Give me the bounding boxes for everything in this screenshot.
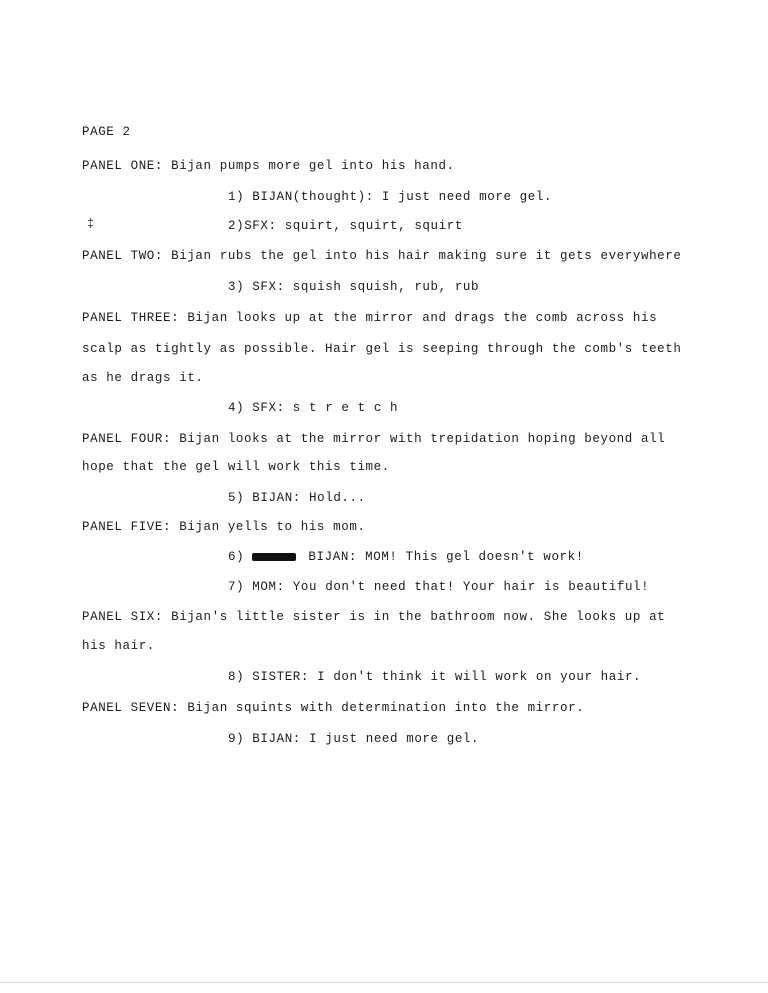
panel-three-description-line-1: PANEL THREE: Bijan looks up at the mirror and drags the comb across his bbox=[82, 311, 658, 325]
dialogue-6-text: BIJAN: MOM! This gel doesn't work! bbox=[308, 550, 584, 564]
panel-four-description-line-2: hope that the gel will work this time. bbox=[82, 460, 390, 474]
dialogue-5: 5) BIJAN: Hold... bbox=[228, 491, 366, 505]
stray-typewriter-mark: ‡ bbox=[87, 217, 95, 231]
sfx-4: 4) SFX: s t r e t c h bbox=[228, 401, 399, 415]
panel-seven-description: PANEL SEVEN: Bijan squints with determination into the mirror. bbox=[82, 701, 585, 715]
dialogue-7: 7) MOM: You don't need that! Your hair is beautiful! bbox=[228, 580, 650, 594]
dialogue-8: 8) SISTER: I don't think it will work on your hair. bbox=[228, 670, 642, 684]
sfx-3: 3) SFX: squish squish, rub, rub bbox=[228, 280, 480, 294]
dialogue-6 bbox=[228, 549, 584, 565]
panel-four-description-line-1: PANEL FOUR: Bijan looks at the mirror with trepidation hoping beyond all bbox=[82, 432, 666, 446]
page-number: PAGE 2 bbox=[82, 125, 131, 139]
struck-out-text bbox=[252, 553, 296, 561]
sfx-2: 2)SFX: squirt, squirt, squirt bbox=[228, 219, 463, 233]
dialogue-6-number: 6) bbox=[228, 550, 245, 564]
panel-six-description-line-1: PANEL SIX: Bijan's little sister is in the bathroom now. She looks up at bbox=[82, 610, 666, 624]
page-bottom-edge bbox=[0, 982, 768, 983]
panel-two-description: PANEL TWO: Bijan rubs the gel into his hair making sure it gets everywhere bbox=[82, 249, 682, 263]
panel-one-description: PANEL ONE: Bijan pumps more gel into his hand. bbox=[82, 159, 455, 173]
panel-three-description-line-2: scalp as tightly as possible. Hair gel is seeping through the comb's teeth bbox=[82, 342, 682, 356]
dialogue-9: 9) BIJAN: I just need more gel. bbox=[228, 732, 480, 746]
panel-three-description-line-3: as he drags it. bbox=[82, 371, 204, 385]
panel-six-description-line-2: his hair. bbox=[82, 639, 155, 653]
dialogue-1: 1) BIJAN(thought): I just need more gel. bbox=[228, 190, 553, 204]
panel-five-description: PANEL FIVE: Bijan yells to his mom. bbox=[82, 520, 366, 534]
